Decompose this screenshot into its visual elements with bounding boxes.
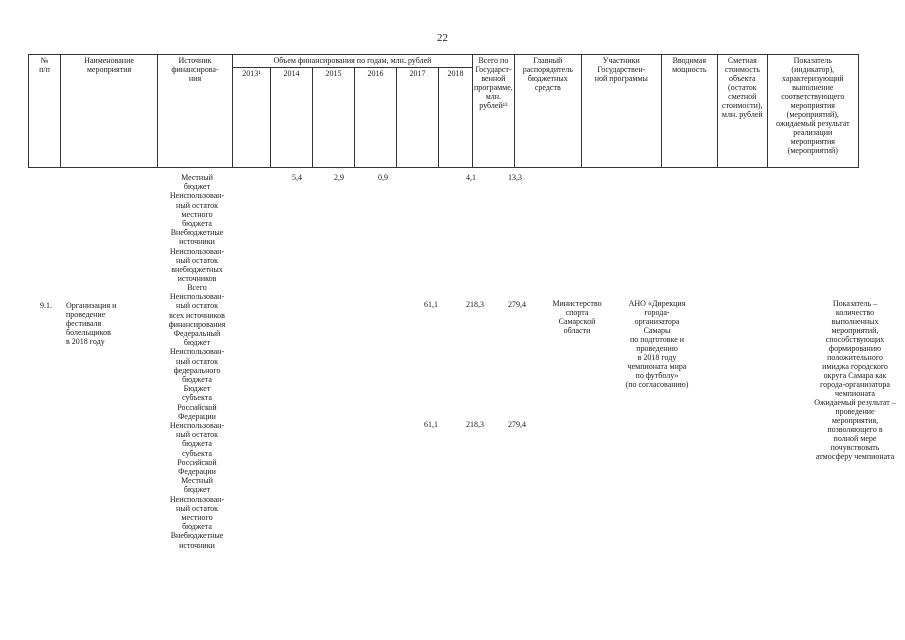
header-no: № п/п xyxy=(29,55,61,168)
source-line: источники xyxy=(179,540,215,550)
source-line: Бюджет xyxy=(183,384,211,394)
row-9-1-sources xyxy=(157,283,237,550)
source-line: внебюджетных xyxy=(171,265,223,275)
source-line: Неиспользован- xyxy=(169,246,225,256)
source-line: Неиспользован- xyxy=(169,292,225,302)
page-number: 22 xyxy=(437,32,448,44)
row-9-1-subject-2018: 218,3 xyxy=(466,420,484,429)
prev-2018-value: 4,1 xyxy=(466,173,476,182)
source-line: бюджет xyxy=(183,182,211,192)
prev-sources xyxy=(157,173,237,283)
source-line: субъекта xyxy=(182,448,212,458)
source-line: Неиспользован- xyxy=(169,421,225,431)
source-line: бюджета xyxy=(182,439,212,449)
source-line: Местный xyxy=(181,173,213,182)
row-9-1-number: 9.1. xyxy=(40,301,52,310)
source-line: местного xyxy=(181,209,213,219)
source-line: местного xyxy=(181,513,213,523)
row-9-1-admin: Министерство спорта Самарской области xyxy=(552,299,602,335)
source-line: ный остаток xyxy=(176,255,218,265)
prev-2016-value: 0,9 xyxy=(378,173,388,182)
source-line: Внебюджетные xyxy=(170,228,224,238)
source-line: Местный xyxy=(181,476,213,486)
source-line: ный остаток xyxy=(176,200,218,210)
source-line: бюджета xyxy=(182,219,212,229)
source-line: субъекта xyxy=(182,393,212,403)
source-line: бюджет xyxy=(183,485,211,495)
header-capacity: Вводимая мощность xyxy=(661,55,717,168)
source-line: Федерации xyxy=(178,467,216,477)
header-estimate: Сметная стоимость объекта (остаток сметной стоимости), млн. рублей xyxy=(717,55,767,168)
source-line: федерального xyxy=(173,365,221,375)
row-9-1-subject-sum: 279,4 xyxy=(508,420,526,429)
source-line: бюджета xyxy=(182,522,212,532)
header-year-2017: 2017 xyxy=(397,68,439,168)
source-line: бюджета xyxy=(182,375,212,385)
source-line: источники xyxy=(179,237,215,247)
row-9-1-total-sum: 279,4 xyxy=(508,300,526,309)
header-year-2015: 2015 xyxy=(313,68,355,168)
header-year-2016: 2016 xyxy=(355,68,397,168)
source-line: Неиспользован- xyxy=(169,347,225,357)
source-line: ный остаток xyxy=(176,356,218,366)
row-9-1-subject-2017: 61,1 xyxy=(424,420,438,429)
source-line: Федерации xyxy=(178,411,216,421)
source-line: Неиспользован- xyxy=(169,191,225,201)
header-total: Всего по Государст- венной программе, млн. рублей¹³ xyxy=(473,55,515,168)
row-9-1-total-2018: 218,3 xyxy=(466,300,484,309)
source-line: Неиспользован- xyxy=(169,494,225,504)
source-line: Федеральный xyxy=(173,329,221,339)
header-year-2014: 2014 xyxy=(271,68,313,168)
source-line: финансирования xyxy=(168,319,226,329)
prev-2014-value: 5,4 xyxy=(292,173,302,182)
source-line: ный остаток xyxy=(176,503,218,513)
header-participants: Участники Государствен- ной программы xyxy=(581,55,661,168)
header-source: Источник финансирова- ния xyxy=(158,55,233,168)
table-header xyxy=(28,54,859,168)
source-line: бюджет xyxy=(183,338,211,348)
header-name: Наименование мероприятия xyxy=(61,55,158,168)
row-9-1-participants: АНО «Дирекция города- организатора Самары по подготовке и проведению в 2018 году чемпионата мира по футболу» (по согласованию) xyxy=(625,299,689,389)
header-year-2013: 2013¹ xyxy=(233,68,271,168)
source-line: ный остаток xyxy=(176,301,218,311)
prev-2015-value: 2,9 xyxy=(334,173,344,182)
source-line: ный остаток xyxy=(176,430,218,440)
source-line: Всего xyxy=(187,283,207,292)
prev-total-value: 13,3 xyxy=(508,173,522,182)
header-financing: Объем финансирования по годам, млн. рублей xyxy=(233,55,473,68)
header-indicator: Показатель (индикатор), характеризующий выполнение соответствующего мероприятия (мероприятий), ожидаемый результат реализации мероприятия (мероприятий) xyxy=(767,55,858,168)
row-9-1-total-2017: 61,1 xyxy=(424,300,438,309)
row-9-1-name: Организация и проведение фестиваля болельщиков в 2018 году xyxy=(66,301,117,346)
source-line: источников xyxy=(177,274,217,284)
source-line: Внебюджетные xyxy=(170,531,224,541)
source-line: всех источников xyxy=(169,310,225,320)
source-line: Российской xyxy=(177,402,217,412)
row-9-1-indicator: Показатель – количество выполненных мероприятий, способствующих формированию положительного имиджа городского округа Самара как города-организатора чемпионата Ожидаемый результат – проведение мероприятия, позволяющего в полной мере почувствовать атмосферу чемпионата xyxy=(814,299,896,461)
header-year-2018: 2018 xyxy=(439,68,473,168)
source-line: Российской xyxy=(177,457,217,467)
header-admin: Главный распорядитель бюджетных средств xyxy=(514,55,581,168)
